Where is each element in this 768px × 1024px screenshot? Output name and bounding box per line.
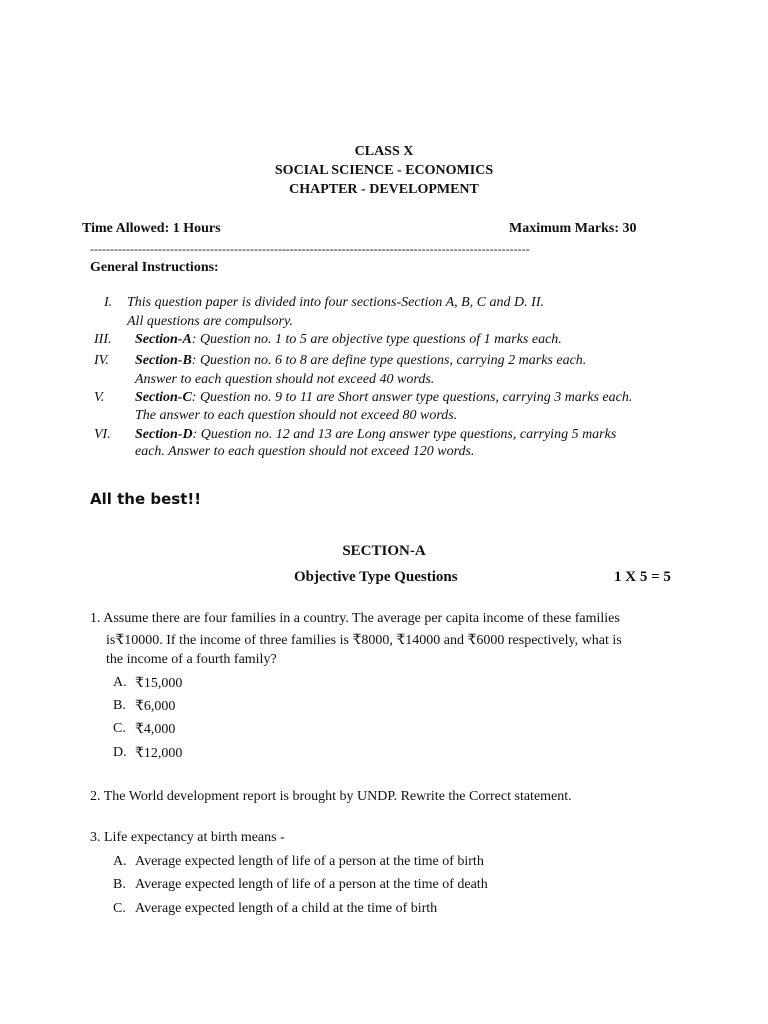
instruction-bold-3: Section-A bbox=[135, 332, 192, 347]
chapter-title: CHAPTER - DEVELOPMENT bbox=[289, 182, 479, 197]
instruction-rest-6: : Question no. 12 and 13 are Long answer type questions, carrying 5 marks bbox=[192, 427, 617, 442]
q1-option-c-text: ₹4,000 bbox=[135, 722, 176, 737]
instruction-text-5b: The answer to each question should not exceed 80 words. bbox=[135, 408, 458, 423]
time-allowed: Time Allowed: 1 Hours bbox=[82, 221, 221, 236]
instruction-num-1: I. bbox=[104, 295, 113, 310]
instruction-text-1b: All questions are compulsory. bbox=[127, 314, 293, 329]
instruction-text-1a: This question paper is divided into four sections-Section A, B, C and D. II. bbox=[127, 295, 544, 310]
instruction-num-3: III. bbox=[94, 332, 112, 347]
section-a-subtitle: Objective Type Questions bbox=[294, 569, 458, 585]
q3-option-b-label: B. bbox=[113, 877, 126, 892]
instruction-text-3 bbox=[135, 332, 562, 348]
q1-option-d-text: ₹12,000 bbox=[135, 746, 183, 761]
q1-option-b-label: B. bbox=[113, 698, 126, 713]
section-a-title: SECTION-A bbox=[342, 543, 426, 559]
q3-option-a-text: Average expected length of life of a person at the time of birth bbox=[135, 854, 484, 869]
instruction-bold-4: Section-B bbox=[135, 353, 192, 368]
maximum-marks: Maximum Marks: 30 bbox=[509, 221, 637, 236]
instruction-rest-4: : Question no. 6 to 8 are define type questions, carrying 2 marks each. bbox=[191, 353, 587, 368]
question-1-line-3: the income of a fourth family? bbox=[106, 652, 277, 667]
instruction-rest-5: : Question no. 9 to 11 are Short answer type questions, carrying 3 marks each. bbox=[191, 390, 633, 405]
instruction-bold-6: Section-D bbox=[135, 427, 193, 442]
q1-option-b-text: ₹6,000 bbox=[135, 699, 176, 714]
instruction-text-4b: Answer to each question should not exceed 40 words. bbox=[135, 372, 435, 387]
instruction-bold-5: Section-C bbox=[135, 390, 192, 405]
instruction-num-6: VI. bbox=[94, 427, 111, 442]
q1-option-a-label: A. bbox=[113, 675, 127, 690]
q3-option-a-label: A. bbox=[113, 854, 127, 869]
q1-option-d-label: D. bbox=[113, 745, 127, 760]
instruction-num-5: V. bbox=[94, 390, 105, 405]
question-2-line-1: 2. The World development report is brought by UNDP. Rewrite the Correct statement. bbox=[90, 789, 572, 804]
instruction-text-4a bbox=[135, 353, 586, 369]
class-title: CLASS X bbox=[354, 144, 414, 159]
subject-title: SOCIAL SCIENCE - ECONOMICS bbox=[274, 163, 494, 178]
divider-line: -------------------------------------------------------------------------------------------------------------- bbox=[90, 242, 530, 256]
instruction-text-6a bbox=[135, 427, 616, 443]
instructions-heading: General Instructions: bbox=[90, 260, 219, 275]
q3-option-b-text: Average expected length of life of a person at the time of death bbox=[135, 877, 488, 892]
question-3-line-1: 3. Life expectancy at birth means - bbox=[90, 830, 285, 845]
instruction-rest-3: : Question no. 1 to 5 are objective type questions of 1 marks each. bbox=[191, 332, 562, 347]
instruction-num-4: IV. bbox=[94, 353, 109, 368]
question-1-line-1: 1. Assume there are four families in a country. The average per capita income of these families bbox=[90, 611, 620, 626]
q1-option-a-text: ₹15,000 bbox=[135, 676, 183, 691]
section-a-marks: 1 X 5 = 5 bbox=[614, 569, 671, 585]
q3-option-c-text: Average expected length of a child at the time of birth bbox=[135, 901, 438, 916]
greeting: All the best!! bbox=[90, 490, 202, 508]
instruction-text-6b: each. Answer to each question should not exceed 120 words. bbox=[135, 444, 475, 459]
instruction-text-5a bbox=[135, 390, 632, 406]
question-1-line-2: is₹10000. If the income of three families is ₹8000, ₹14000 and ₹6000 respectively, what is bbox=[106, 633, 622, 648]
q3-option-c-label: C. bbox=[113, 901, 126, 916]
q1-option-c-label: C. bbox=[113, 721, 126, 736]
